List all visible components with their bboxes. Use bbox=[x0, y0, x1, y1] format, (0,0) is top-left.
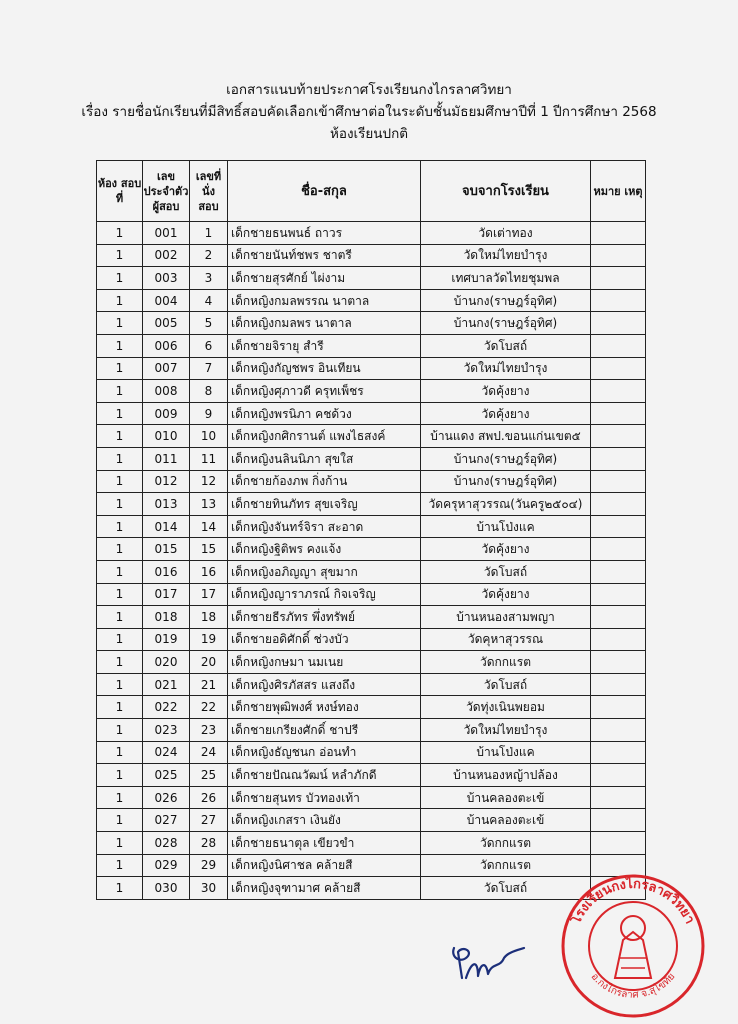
seal-text-top: โรงเรียนกงไกรลาศวิทยา bbox=[568, 876, 698, 927]
cell-student-name: เด็กหญิงกมลพร นาตาล bbox=[228, 312, 421, 335]
table-row bbox=[97, 538, 646, 561]
cell-seat: 18 bbox=[190, 606, 228, 629]
cell-school: บ้านกง(ราษฎร์อุทิศ) bbox=[421, 312, 591, 335]
cell-room: 1 bbox=[97, 583, 143, 606]
cell-exam-id: 013 bbox=[143, 493, 190, 516]
cell-room: 1 bbox=[97, 493, 143, 516]
cell-seat: 27 bbox=[190, 809, 228, 832]
cell-note bbox=[591, 741, 646, 764]
cell-seat: 28 bbox=[190, 832, 228, 855]
table-row bbox=[97, 606, 646, 629]
cell-room: 1 bbox=[97, 606, 143, 629]
table-row bbox=[97, 786, 646, 809]
cell-note bbox=[591, 312, 646, 335]
signature-mark bbox=[448, 938, 528, 988]
table-row bbox=[97, 493, 646, 516]
cell-seat: 10 bbox=[190, 425, 228, 448]
cell-student-name: เด็กชายพุฒิพงศ์ หงษ์ทอง bbox=[228, 696, 421, 719]
cell-student-name: เด็กชายธนพนธ์ ถาวร bbox=[228, 222, 421, 245]
cell-exam-id: 022 bbox=[143, 696, 190, 719]
cell-room: 1 bbox=[97, 854, 143, 877]
cell-student-name: เด็กหญิงกษมา นมเนย bbox=[228, 651, 421, 674]
cell-school: บ้านโป่งแค bbox=[421, 741, 591, 764]
cell-note bbox=[591, 560, 646, 583]
cell-note bbox=[591, 515, 646, 538]
cell-student-name: เด็กหญิงจุฑามาศ คล้ายสี bbox=[228, 877, 421, 900]
cell-exam-id: 020 bbox=[143, 651, 190, 674]
cell-school: วัดครุหาสุวรรณ(วันครู๒๕๐๔) bbox=[421, 493, 591, 516]
cell-note bbox=[591, 244, 646, 267]
document-class-type: ห้องเรียนปกติ bbox=[329, 126, 409, 142]
cell-note bbox=[591, 357, 646, 380]
cell-room: 1 bbox=[97, 515, 143, 538]
seal-text-bottom: อ.กงไกรลาศ จ.สุโขทัย bbox=[588, 971, 678, 1001]
cell-school: บ้านหนองหญ้าปล้อง bbox=[421, 764, 591, 787]
cell-student-name: เด็กหญิงศุภาวดี ครุทเพ็ชร bbox=[228, 380, 421, 403]
cell-room: 1 bbox=[97, 628, 143, 651]
cell-seat: 20 bbox=[190, 651, 228, 674]
cell-seat: 3 bbox=[190, 267, 228, 290]
cell-seat: 19 bbox=[190, 628, 228, 651]
cell-room: 1 bbox=[97, 651, 143, 674]
student-roster-table bbox=[96, 160, 646, 900]
cell-seat: 7 bbox=[190, 357, 228, 380]
cell-student-name: เด็กหญิงอภิญญา สุขมาก bbox=[228, 560, 421, 583]
cell-student-name: เด็กชายธนาตุล เขียวขำ bbox=[228, 832, 421, 855]
cell-room: 1 bbox=[97, 380, 143, 403]
table-row bbox=[97, 673, 646, 696]
cell-room: 1 bbox=[97, 786, 143, 809]
cell-seat: 13 bbox=[190, 493, 228, 516]
cell-room: 1 bbox=[97, 244, 143, 267]
cell-room: 1 bbox=[97, 425, 143, 448]
cell-room: 1 bbox=[97, 222, 143, 245]
cell-student-name: เด็กชายธีรภัทร พึ่งทรัพย์ bbox=[228, 606, 421, 629]
document-title: เอกสารแนบท้ายประกาศโรงเรียนกงไกรลาศวิทยา bbox=[226, 82, 512, 98]
cell-exam-id: 001 bbox=[143, 222, 190, 245]
table-row bbox=[97, 628, 646, 651]
cell-note bbox=[591, 719, 646, 742]
cell-seat: 9 bbox=[190, 402, 228, 425]
table-row bbox=[97, 741, 646, 764]
cell-school: วัดโบสถ์ bbox=[421, 334, 591, 357]
cell-note bbox=[591, 583, 646, 606]
cell-exam-id: 029 bbox=[143, 854, 190, 877]
cell-room: 1 bbox=[97, 764, 143, 787]
cell-note bbox=[591, 786, 646, 809]
cell-note bbox=[591, 425, 646, 448]
cell-seat: 23 bbox=[190, 719, 228, 742]
cell-room: 1 bbox=[97, 289, 143, 312]
cell-school: วัดกกแรต bbox=[421, 854, 591, 877]
cell-room: 1 bbox=[97, 470, 143, 493]
cell-note bbox=[591, 538, 646, 561]
table-row bbox=[97, 560, 646, 583]
cell-school: บ้านแดง สพป.ขอนแก่นเขต๕ bbox=[421, 425, 591, 448]
cell-exam-id: 007 bbox=[143, 357, 190, 380]
cell-note bbox=[591, 832, 646, 855]
cell-seat: 29 bbox=[190, 854, 228, 877]
cell-seat: 16 bbox=[190, 560, 228, 583]
cell-room: 1 bbox=[97, 267, 143, 290]
cell-room: 1 bbox=[97, 741, 143, 764]
cell-seat: 1 bbox=[190, 222, 228, 245]
cell-school: บ้านโป่งแค bbox=[421, 515, 591, 538]
header-note: หมาย เหตุ bbox=[591, 161, 646, 222]
cell-school: บ้านกง(ราษฎร์อุทิศ) bbox=[421, 289, 591, 312]
cell-note bbox=[591, 222, 646, 245]
cell-exam-id: 019 bbox=[143, 628, 190, 651]
cell-seat: 21 bbox=[190, 673, 228, 696]
cell-room: 1 bbox=[97, 696, 143, 719]
cell-seat: 5 bbox=[190, 312, 228, 335]
cell-student-name: เด็กหญิงนลินนิภา สุขใส bbox=[228, 447, 421, 470]
cell-school: วัดใหม่ไทยบำรุง bbox=[421, 357, 591, 380]
cell-exam-id: 009 bbox=[143, 402, 190, 425]
cell-student-name: เด็กหญิงศิรภัสสร แสงถึง bbox=[228, 673, 421, 696]
cell-seat: 4 bbox=[190, 289, 228, 312]
cell-seat: 11 bbox=[190, 447, 228, 470]
cell-school: วัดคุ้งยาง bbox=[421, 380, 591, 403]
cell-room: 1 bbox=[97, 334, 143, 357]
cell-seat: 22 bbox=[190, 696, 228, 719]
cell-note bbox=[591, 606, 646, 629]
header-seat: เลขที่ นั่ง สอบ bbox=[190, 161, 228, 222]
cell-seat: 24 bbox=[190, 741, 228, 764]
cell-school: วัดกกแรต bbox=[421, 832, 591, 855]
table-row bbox=[97, 222, 646, 245]
cell-note bbox=[591, 470, 646, 493]
cell-note bbox=[591, 809, 646, 832]
cell-student-name: เด็กชายอดิศักดิ์ ช่วงบัว bbox=[228, 628, 421, 651]
cell-note bbox=[591, 380, 646, 403]
table-row bbox=[97, 244, 646, 267]
cell-room: 1 bbox=[97, 312, 143, 335]
cell-note bbox=[591, 402, 646, 425]
cell-exam-id: 023 bbox=[143, 719, 190, 742]
cell-exam-id: 006 bbox=[143, 334, 190, 357]
table-header-row bbox=[97, 161, 646, 222]
cell-exam-id: 024 bbox=[143, 741, 190, 764]
cell-note bbox=[591, 764, 646, 787]
cell-student-name: เด็กหญิงเกสรา เงินยัง bbox=[228, 809, 421, 832]
cell-note bbox=[591, 447, 646, 470]
cell-school: วัดโบสถ์ bbox=[421, 877, 591, 900]
cell-room: 1 bbox=[97, 357, 143, 380]
table-row bbox=[97, 425, 646, 448]
cell-room: 1 bbox=[97, 402, 143, 425]
school-seal bbox=[553, 868, 713, 1018]
cell-exam-id: 011 bbox=[143, 447, 190, 470]
cell-exam-id: 021 bbox=[143, 673, 190, 696]
table-row bbox=[97, 334, 646, 357]
cell-room: 1 bbox=[97, 719, 143, 742]
table-row bbox=[97, 583, 646, 606]
cell-room: 1 bbox=[97, 673, 143, 696]
cell-seat: 2 bbox=[190, 244, 228, 267]
cell-exam-id: 026 bbox=[143, 786, 190, 809]
table-row bbox=[97, 267, 646, 290]
cell-student-name: เด็กหญิงกมลพรรณ นาตาล bbox=[228, 289, 421, 312]
table-row bbox=[97, 447, 646, 470]
cell-exam-id: 027 bbox=[143, 809, 190, 832]
table-row bbox=[97, 719, 646, 742]
cell-student-name: เด็กหญิงพรนิภา คชด้วง bbox=[228, 402, 421, 425]
cell-school: บ้านหนองสามพญา bbox=[421, 606, 591, 629]
cell-note bbox=[591, 651, 646, 674]
table-row bbox=[97, 764, 646, 787]
cell-exam-id: 028 bbox=[143, 832, 190, 855]
cell-school: บ้านกง(ราษฎร์อุทิศ) bbox=[421, 470, 591, 493]
cell-note bbox=[591, 493, 646, 516]
cell-school: วัดคุหาสุวรรณ bbox=[421, 628, 591, 651]
cell-room: 1 bbox=[97, 809, 143, 832]
cell-seat: 26 bbox=[190, 786, 228, 809]
header-name: ชื่อ-สกุล bbox=[228, 161, 421, 222]
cell-exam-id: 004 bbox=[143, 289, 190, 312]
cell-student-name: เด็กชายสุนทร บัวทองเท้า bbox=[228, 786, 421, 809]
cell-school: วัดใหม่ไทยบำรุง bbox=[421, 719, 591, 742]
header-school: จบจากโรงเรียน bbox=[421, 161, 591, 222]
table-row bbox=[97, 402, 646, 425]
cell-room: 1 bbox=[97, 538, 143, 561]
cell-exam-id: 030 bbox=[143, 877, 190, 900]
cell-note bbox=[591, 334, 646, 357]
cell-school: เทศบาลวัดไทยชุมพล bbox=[421, 267, 591, 290]
cell-room: 1 bbox=[97, 560, 143, 583]
cell-room: 1 bbox=[97, 832, 143, 855]
cell-school: วัดทุ่งเนินพยอม bbox=[421, 696, 591, 719]
cell-exam-id: 015 bbox=[143, 538, 190, 561]
cell-student-name: เด็กหญิงกศิกรานต์ แพงไธสงค์ bbox=[228, 425, 421, 448]
cell-exam-id: 012 bbox=[143, 470, 190, 493]
cell-school: วัดคุ้งยาง bbox=[421, 583, 591, 606]
table-row bbox=[97, 470, 646, 493]
cell-school: วัดโบสถ์ bbox=[421, 560, 591, 583]
table-row bbox=[97, 809, 646, 832]
cell-seat: 17 bbox=[190, 583, 228, 606]
cell-seat: 6 bbox=[190, 334, 228, 357]
cell-student-name: เด็กหญิงญาราภรณ์ กิจเจริญ bbox=[228, 583, 421, 606]
cell-exam-id: 016 bbox=[143, 560, 190, 583]
table-row bbox=[97, 357, 646, 380]
cell-school: วัดกกแรต bbox=[421, 651, 591, 674]
cell-exam-id: 025 bbox=[143, 764, 190, 787]
cell-seat: 12 bbox=[190, 470, 228, 493]
cell-seat: 15 bbox=[190, 538, 228, 561]
cell-room: 1 bbox=[97, 447, 143, 470]
table-row bbox=[97, 380, 646, 403]
cell-school: บ้านกง(ราษฎร์อุทิศ) bbox=[421, 447, 591, 470]
cell-note bbox=[591, 289, 646, 312]
cell-exam-id: 003 bbox=[143, 267, 190, 290]
cell-note bbox=[591, 628, 646, 651]
cell-student-name: เด็กหญิงฐิติพร คงแจ้ง bbox=[228, 538, 421, 561]
cell-student-name: เด็กหญิงจันทร์จิรา สะอาด bbox=[228, 515, 421, 538]
cell-student-name: เด็กชายจิรายุ สำรี bbox=[228, 334, 421, 357]
header-exam-id: เลข ประจำตัว ผู้สอบ bbox=[143, 161, 190, 222]
cell-student-name: เด็กชายสุรศักย์ ไผ่งาม bbox=[228, 267, 421, 290]
table-row bbox=[97, 832, 646, 855]
cell-school: วัดโบสถ์ bbox=[421, 673, 591, 696]
cell-exam-id: 014 bbox=[143, 515, 190, 538]
cell-exam-id: 018 bbox=[143, 606, 190, 629]
cell-exam-id: 002 bbox=[143, 244, 190, 267]
cell-note bbox=[591, 696, 646, 719]
cell-exam-id: 017 bbox=[143, 583, 190, 606]
cell-student-name: เด็กหญิงกัญชพร อินเทียน bbox=[228, 357, 421, 380]
table-row bbox=[97, 651, 646, 674]
table-row bbox=[97, 515, 646, 538]
cell-student-name: เด็กชายก้องภพ กิ่งก้าน bbox=[228, 470, 421, 493]
cell-student-name: เด็กหญิงนิศาชล คล้ายสี bbox=[228, 854, 421, 877]
cell-seat: 30 bbox=[190, 877, 228, 900]
table-row bbox=[97, 696, 646, 719]
cell-school: วัดคุ้งยาง bbox=[421, 538, 591, 561]
cell-school: วัดใหม่ไทยบำรุง bbox=[421, 244, 591, 267]
header-room: ห้อง สอบที่ bbox=[97, 161, 143, 222]
cell-room: 1 bbox=[97, 877, 143, 900]
table-row bbox=[97, 312, 646, 335]
cell-seat: 14 bbox=[190, 515, 228, 538]
cell-seat: 8 bbox=[190, 380, 228, 403]
cell-exam-id: 005 bbox=[143, 312, 190, 335]
cell-note bbox=[591, 673, 646, 696]
cell-student-name: เด็กหญิงธัญชนก อ่อนทำ bbox=[228, 741, 421, 764]
cell-student-name: เด็กชายปัณณวัฒน์ หลำภักดี bbox=[228, 764, 421, 787]
table-row bbox=[97, 289, 646, 312]
cell-school: วัดเต่าทอง bbox=[421, 222, 591, 245]
cell-school: บ้านคลองตะเข้ bbox=[421, 786, 591, 809]
cell-student-name: เด็กชายนันท์ชพร ชาตรี bbox=[228, 244, 421, 267]
document-subject: เรื่อง รายชื่อนักเรียนที่มีสิทธิ์สอบคัดเลือกเข้าศึกษาต่อในระดับชั้นมัธยมศึกษาปีที่ 1 ปีการศึกษา 2568 bbox=[81, 104, 657, 120]
cell-student-name: เด็กชายทินภัทร สุขเจริญ bbox=[228, 493, 421, 516]
cell-exam-id: 010 bbox=[143, 425, 190, 448]
cell-school: วัดคุ้งยาง bbox=[421, 402, 591, 425]
cell-note bbox=[591, 267, 646, 290]
cell-school: บ้านคลองตะเข้ bbox=[421, 809, 591, 832]
cell-student-name: เด็กชายเกรียงศักดิ์ ชาปรี bbox=[228, 719, 421, 742]
cell-exam-id: 008 bbox=[143, 380, 190, 403]
cell-seat: 25 bbox=[190, 764, 228, 787]
